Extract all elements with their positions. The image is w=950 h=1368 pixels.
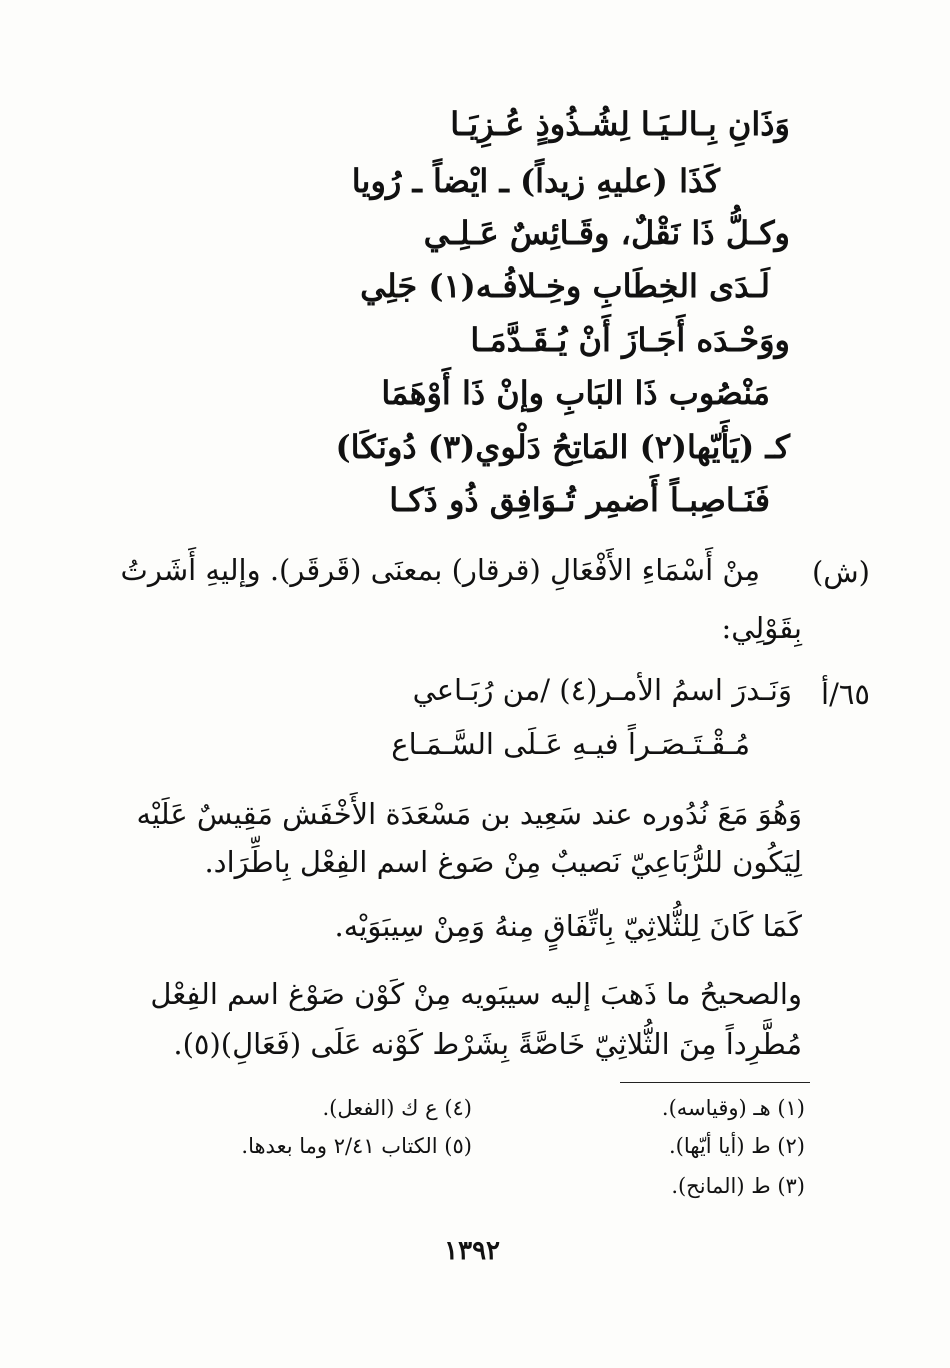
verse-line: وكـلُّ ذَا نَقْلٌ، وقَـائِسٌ عَـلِـي: [423, 214, 790, 252]
commentary-marker: (ش): [811, 555, 870, 589]
verse-line: ووَحْـدَه أَجَـازَ أَنْ يُـقَـدَّمَـا: [470, 321, 790, 359]
footnote-separator: [620, 1082, 810, 1083]
commentary-line: بِقَوْلِي:: [721, 611, 802, 645]
footnote: (١) هـ (وقياسه).: [661, 1096, 805, 1120]
paragraph-line: وَهُوَ مَعَ نُدُوره عند سَعِيد بن مَسْعَدَة الأَخْفَش مَقِيسٌ عَلَيْه: [136, 797, 802, 831]
verse-line: مُـقْـتَـصَـراً فيـهِ عَـلَى السَّـمَـاع: [391, 727, 750, 761]
verse-line: كـ (يَأَيّها(٢) المَاتِحُ دَلْوي(٣) دُونَكَا): [335, 428, 790, 466]
verse-line: لَـدَى الخِطَابِ وخِـلافُـه(١) جَلِي: [360, 267, 770, 305]
footnote: (٤) ع ك (الفعل).: [322, 1096, 472, 1120]
footnote: (٥) الكتاب ٢/٤١ وما بعدها.: [241, 1134, 472, 1158]
verse-line: وَنَـدرَ اسمُ الأمـر(٤) /من رُبَـاعي: [412, 673, 792, 707]
footnote: (٢) ط (أيا أيّها).: [668, 1134, 805, 1158]
verse-line: مَنْصُوب ذَا البَابِ وإنْ ذَا أَوْهَمَا: [381, 374, 770, 412]
paragraph-line: كَمَا كَانَ لِلثُّلاثِيّ بِاتِّفَاقٍ مِنهُ وَمِنْ سِيبَوَيْه.: [334, 909, 802, 943]
paragraph-line: لِيَكُون للرُّبَاعِيّ نَصيبٌ مِنْ صَوغ اسم الفِعْل بِاطِّرَاد.: [204, 845, 802, 879]
verse-line: فَنَـاصِبـاً أَضمِر تُـوَافِق ذُو ذَكـا: [389, 481, 770, 519]
verse-line: كَذَا (عليهِ زيداً) ـ ايْضاً ـ رُويا: [351, 162, 720, 200]
paragraph-line: والصحيحُ ما ذَهبَ إليه سيبَويه مِنْ كَوْن صَوْغ اسم الفِعْل: [150, 977, 802, 1011]
footnote: (٣) ط (المانح).: [671, 1174, 805, 1198]
verse-line: وَذَانِ بِـالـيَـا لِشُـذُوذٍ عُـزِيَـا: [450, 105, 790, 143]
commentary-line: مِنْ أَسْمَاءِ الأَفْعَالِ (قرقار) بمعنَى (قَرقَر). وإليهِ أَشَرتُ: [120, 553, 760, 587]
paragraph-line: مُطَّرِداً مِنَ الثُّلاثِيّ خَاصَّةً بِشَرْط كَوْنه عَلَى (فَعَالِ)(٥).: [173, 1027, 802, 1061]
folio-marker: ٦٥/أ: [821, 677, 870, 711]
page-number: ١٣٩٢: [444, 1236, 500, 1266]
